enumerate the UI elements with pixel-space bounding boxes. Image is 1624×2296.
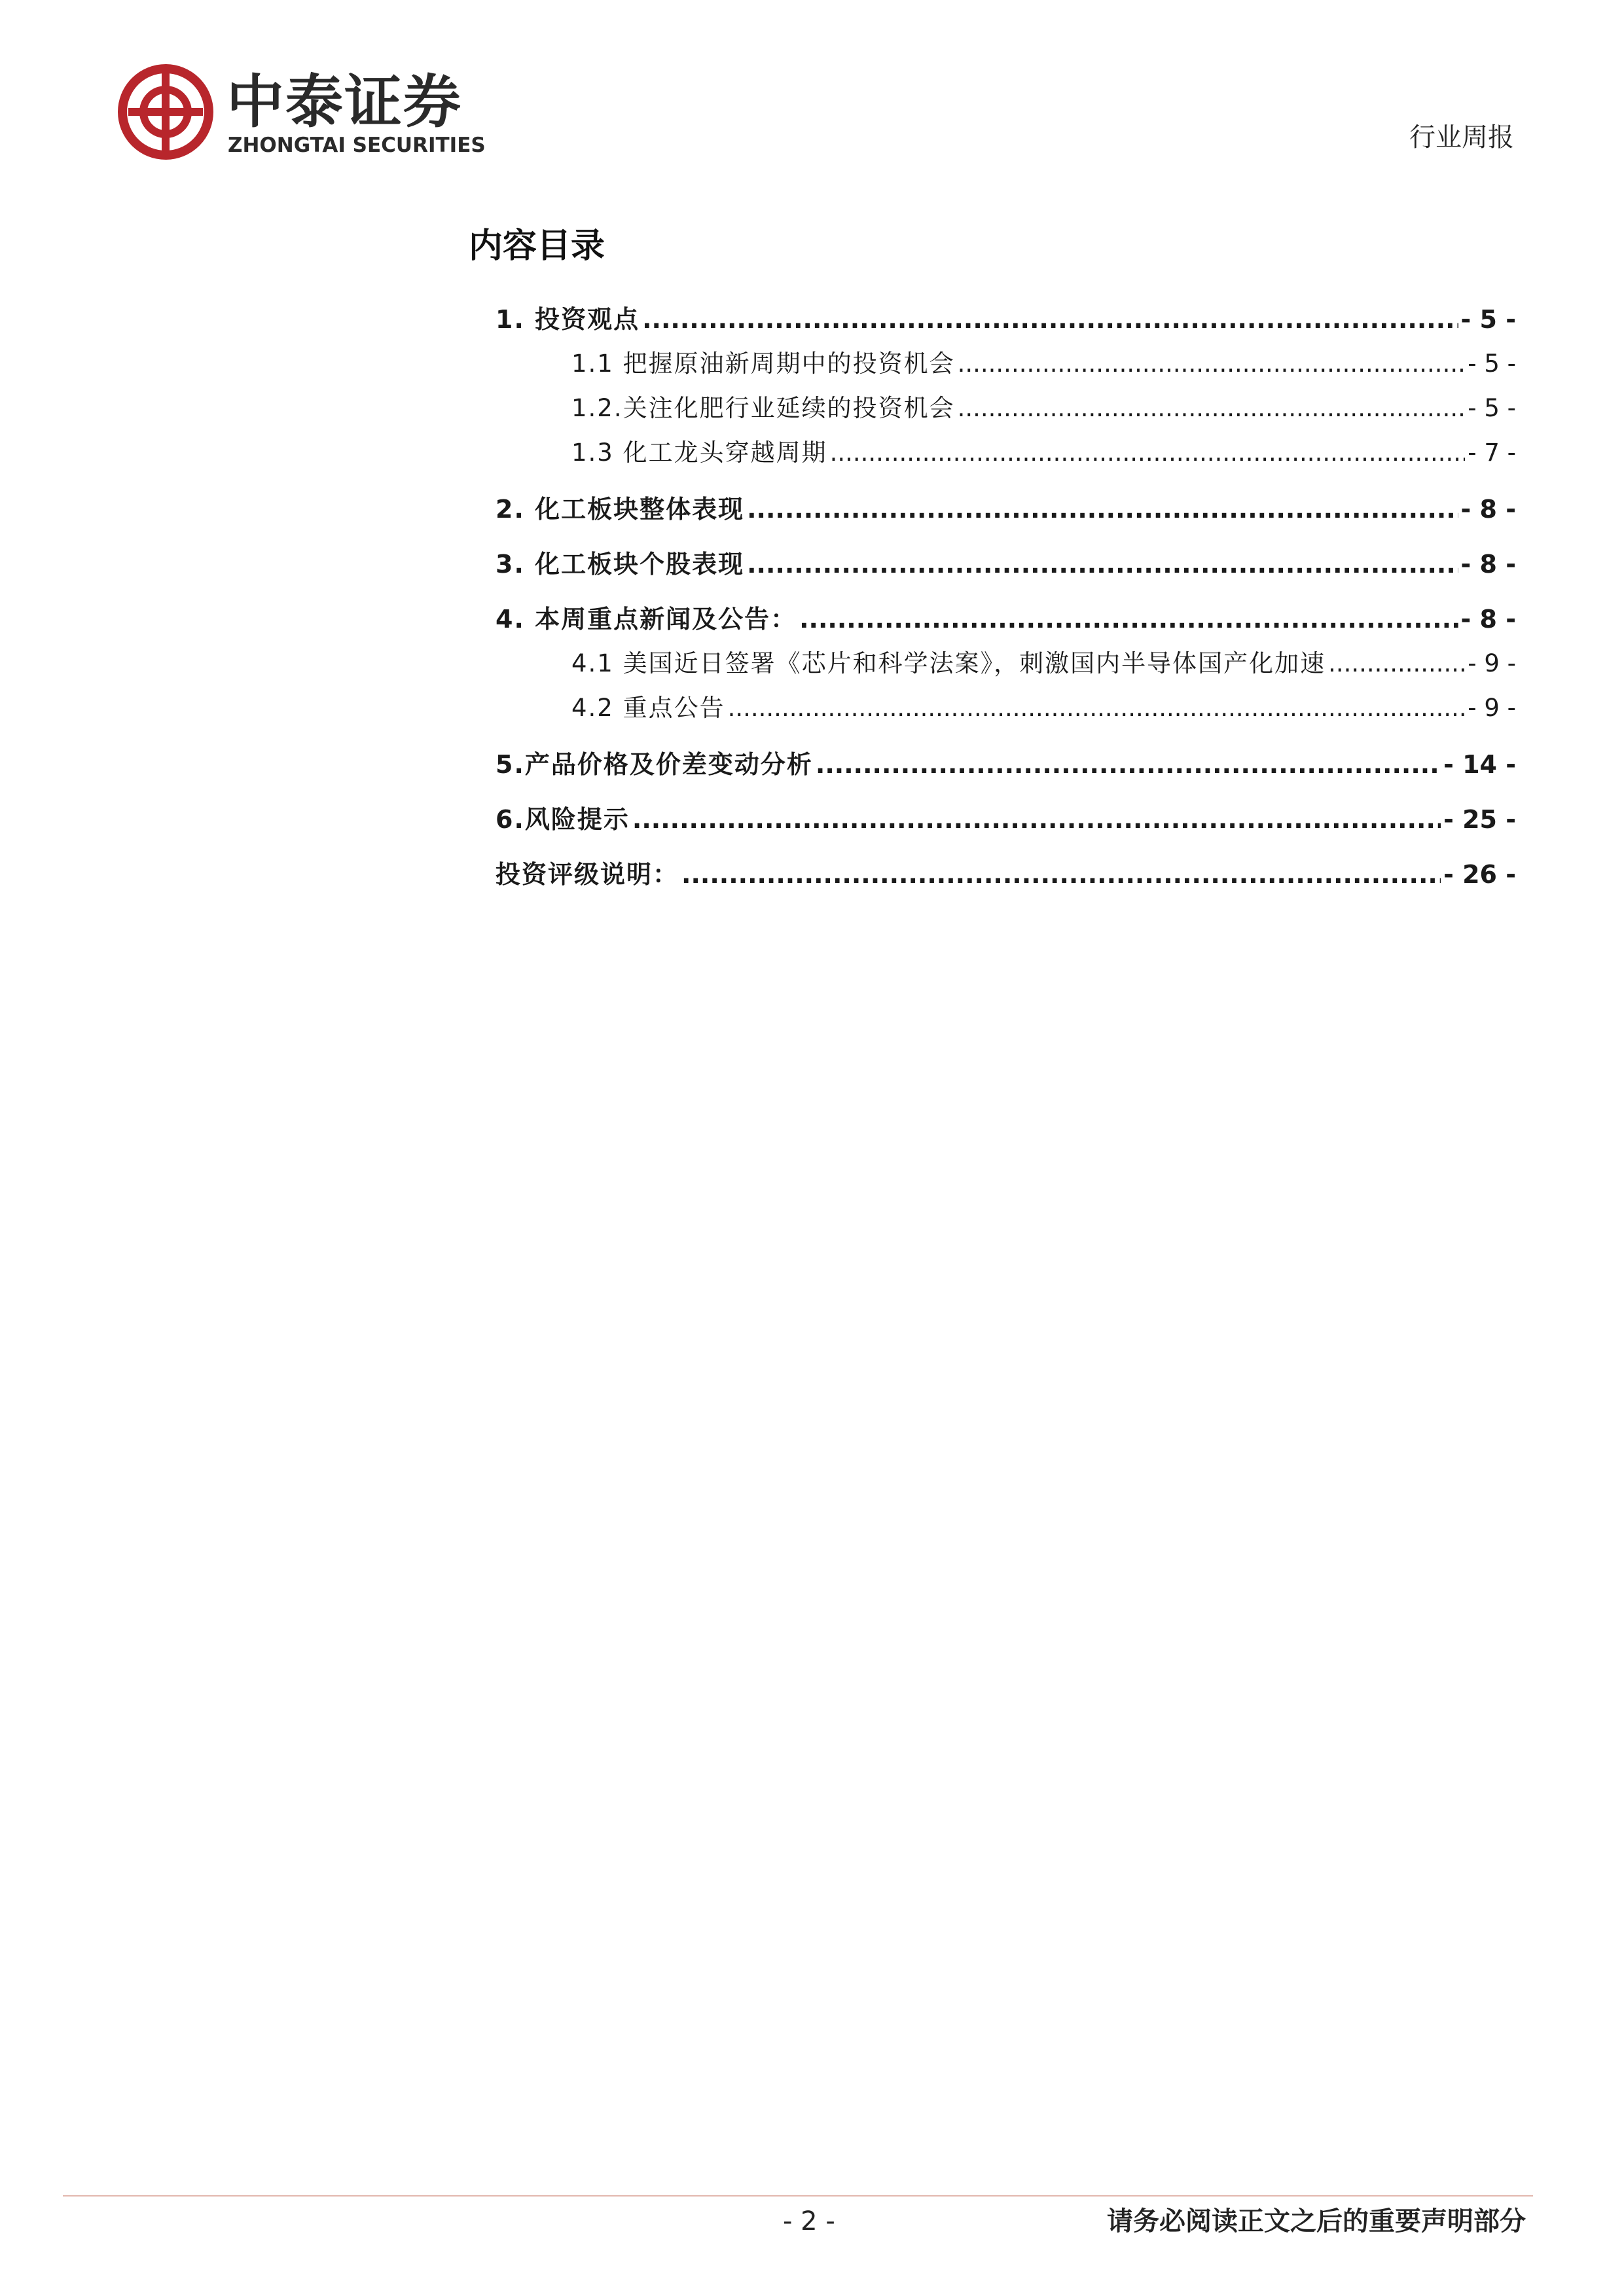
toc-entry-label: 2. 化工板块整体表现 [496,495,745,524]
toc-entry-oil-cycle[interactable] [571,346,1516,382]
toc-entry-page: - 5 - [1468,394,1516,422]
toc-entry-label: 1. 投资观点 [496,305,640,334]
toc-entry-page: - 5 - [1468,350,1516,378]
toc-leader-dots [958,390,1466,427]
toc-entry-page: - 8 - [1460,495,1516,524]
toc-entry-chemical-leaders[interactable] [571,435,1516,471]
toc-entry-page: - 9 - [1468,694,1516,722]
toc-entry-page: - 25 - [1443,805,1516,834]
toc-entry-chips-act[interactable] [571,645,1516,682]
toc-entry-news-announcements[interactable] [496,601,1516,637]
toc-leader-dots [958,346,1466,382]
toc-entry-rating-explanation[interactable] [496,856,1516,893]
toc-entry-risk-warning[interactable] [496,801,1516,838]
page-number: - 2 - [783,2206,835,2236]
logo-chinese-name: 中泰证券 [226,68,463,135]
toc-entry-label: 1.3 化工龙头穿越周期 [571,439,827,467]
logo-english-name: ZHONGTAI SECURITIES [228,134,486,157]
toc-leader-dots [642,301,1458,338]
toc-leader-dots [681,856,1441,893]
toc-leader-dots [816,746,1441,783]
toc-entry-stock-performance[interactable] [496,546,1516,583]
report-type-label: 行业周报 [1409,122,1514,152]
toc-entry-fertilizer[interactable] [571,390,1516,427]
toc-leader-dots [747,491,1458,528]
disclaimer-note: 请务必阅读正文之后的重要声明部分 [1107,2206,1526,2236]
toc-leader-dots [747,546,1458,583]
toc-entry-page: - 7 - [1468,439,1516,467]
toc-entry-label: 1.1 把握原油新周期中的投资机会 [571,350,955,378]
toc-leader-dots [632,801,1441,838]
toc-entry-label: 5.产品价格及价差变动分析 [496,750,813,779]
toc-entry-key-announcements[interactable] [571,690,1516,726]
toc-leader-dots [830,435,1466,471]
toc-entry-label: 3. 化工板块个股表现 [496,550,745,579]
toc-title: 内容目录 [469,226,605,266]
toc-entry-label: 4.1 美国近日签署《芯片和科学法案》，刺激国内半导体国产化加速 [571,649,1326,677]
toc-entry-page: - 9 - [1468,649,1516,677]
toc-entry-label: 1.2.关注化肥行业延续的投资机会 [571,394,955,422]
toc-entry-price-analysis[interactable] [496,746,1516,783]
table-of-contents [0,0,1624,949]
toc-entry-label: 6.风险提示 [496,805,630,834]
toc-entry-label: 4.2 重点公告 [571,694,725,722]
toc-entry-page: - 8 - [1460,550,1516,579]
toc-entry-page: - 14 - [1443,750,1516,779]
toc-leader-dots [1328,645,1465,682]
toc-entry-page: - 5 - [1460,305,1516,334]
toc-entry-page: - 8 - [1460,605,1516,634]
toc-entry-sector-performance[interactable] [496,491,1516,528]
toc-entry-page: - 26 - [1443,860,1516,889]
toc-leader-dots [799,601,1458,637]
toc-leader-dots [728,690,1466,726]
toc-entry-label: 4. 本周重点新闻及公告： [496,605,797,634]
toc-entry-investment-view[interactable] [496,301,1516,338]
toc-entry-label: 投资评级说明： [496,860,679,889]
footer-divider [63,2195,1533,2197]
